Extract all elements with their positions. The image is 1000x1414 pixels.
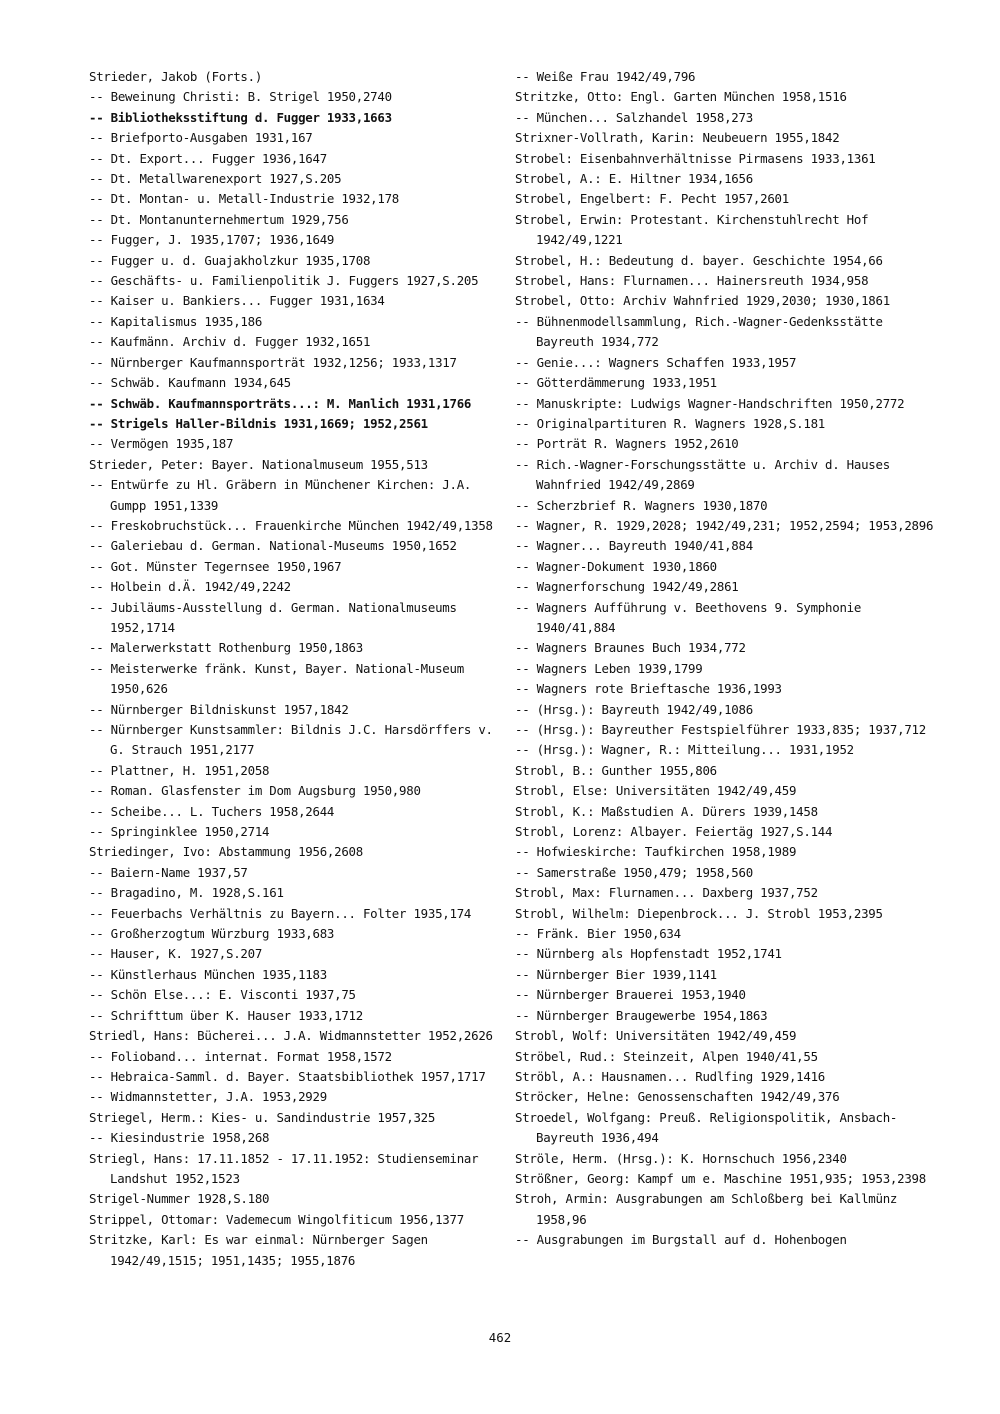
index-entry: Strobl, Lorenz: Albayer. Feiertäg 1927,S.144 <box>515 824 833 840</box>
index-entry: -- Wagners Leben 1939,1799 <box>515 660 703 676</box>
index-entry: -- Ausgrabungen im Burgstall auf d. Hohenbogen <box>515 1232 847 1248</box>
index-entry: -- Nürnberger Bier 1939,1141 <box>515 966 717 982</box>
index-entry: -- Bühnenmodellsammlung, Rich.-Wagner-Gedenksstätte Bayreuth 1934,772 <box>515 313 883 350</box>
index-entry: -- Widmannstetter, J.A. 1953,2929 <box>89 1089 327 1105</box>
left-column <box>89 67 504 1271</box>
index-entry: -- Holbein d.Ä. 1942/49,2242 <box>89 579 291 595</box>
index-entry: Ströbel, Rud.: Steinzeit, Alpen 1940/41,55 <box>515 1048 818 1064</box>
index-entry: Strobel, A.: E. Hiltner 1934,1656 <box>515 171 753 187</box>
index-entry: Strobl, B.: Gunther 1955,806 <box>515 762 717 778</box>
index-entry: -- Genie...: Wagners Schaffen 1933,1957 <box>515 354 797 370</box>
index-entry: -- Schwäb. Kaufmann 1934,645 <box>89 375 291 391</box>
index-entry: Striegel, Herm.: Kies- u. Sandindustrie 1957,325 <box>89 1109 436 1125</box>
index-entry: Striedl, Hans: Bücherei... J.A. Widmannstetter 1952,2626 <box>89 1028 493 1044</box>
index-entry: -- Dt. Montanunternehmertum 1929,756 <box>89 211 349 227</box>
index-entry: -- Briefporto-Ausgaben 1931,167 <box>89 130 313 146</box>
index-entry: Strobel, Otto: Archiv Wahnfried 1929,2030; 1930,1861 <box>515 293 890 309</box>
index-entry: -- Roman. Glasfenster im Dom Augsburg 1950,980 <box>89 783 421 799</box>
index-entry: Strobel, Hans: Flurnamen... Hainersreuth 1934,958 <box>515 273 869 289</box>
index-entry: -- Fugger u. d. Guajakholzkur 1935,1708 <box>89 252 371 268</box>
index-entry: -- Dt. Montan- u. Metall-Industrie 1932,178 <box>89 191 400 207</box>
index-entry: -- Schwäb. Kaufmannsporträts...: M. Manlich 1931,1766 <box>89 395 472 411</box>
index-entry: -- Scherzbrief R. Wagners 1930,1870 <box>515 497 768 513</box>
index-entry: -- Kapitalismus 1935,186 <box>89 313 263 329</box>
index-entry: Strobel: Eisenbahnverhältnisse Pirmasens 1933,1361 <box>515 150 876 166</box>
index-entry: -- Fränk. Bier 1950,634 <box>515 926 681 942</box>
index-entry: -- Schrifttum über K. Hauser 1933,1712 <box>89 1007 363 1023</box>
index-entry: Strobel, Erwin: Protestant. Kirchenstuhlrecht Hof 1942/49,1221 <box>515 211 869 248</box>
index-entry: Striegl, Hans: 17.11.1852 - 17.11.1952: Studienseminar Landshut 1952,1523 <box>89 1150 479 1186</box>
index-entry: -- (Hrsg.): Bayreuther Festspielführer 1933,835; 1937,712 <box>515 722 926 737</box>
index-entry: -- Springinklee 1950,2714 <box>89 824 270 840</box>
index-entry: Strobl, Else: Universitäten 1942/49,459 <box>515 783 797 799</box>
index-entry: -- Freskobruchstück... Frauenkirche München 1942/49,1358 <box>89 517 493 533</box>
index-entry: -- Künstlerhaus München 1935,1183 <box>89 966 327 982</box>
index-entry: -- Hebraica-Samml. d. Bayer. Staatsbibliothek 1957,1717 <box>89 1068 486 1084</box>
index-entry: -- Nürnberger Kaufmannsporträt 1932,1256; 1933,1317 <box>89 354 457 370</box>
index-entry: Strobel, H.: Bedeutung d. bayer. Geschichte 1954,66 <box>515 252 883 268</box>
index-entry: -- Wagners Braunes Buch 1934,772 <box>515 640 746 656</box>
index-entry: -- Got. Münster Tegernsee 1950,1967 <box>89 558 342 574</box>
index-entry: -- Feuerbachs Verhältnis zu Bayern... Folter 1935,174 <box>89 905 472 921</box>
index-entry: -- Weiße Frau 1942/49,796 <box>515 69 696 84</box>
index-entry: Strobl, K.: Maßstudien A. Dürers 1939,1458 <box>515 803 818 819</box>
index-entry: -- Wagnerforschung 1942/49,2861 <box>515 579 739 595</box>
index-entry: -- (Hrsg.): Wagner, R.: Mitteilung... 1931,1952 <box>515 742 854 758</box>
index-entry: Strobl, Max: Flurnamen... Daxberg 1937,752 <box>515 885 818 901</box>
index-entry: -- Vermögen 1935,187 <box>89 436 234 452</box>
index-entry: -- Hofwieskirche: Taufkirchen 1958,1989 <box>515 844 797 860</box>
index-entry: -- Bibliotheksstiftung d. Fugger 1933,1663 <box>89 109 392 125</box>
index-entry: -- Folioband... internat. Format 1958,1572 <box>89 1048 392 1064</box>
index-entry: -- Nürnberger Kunstsammler: Bildnis J.C. Harsdörffers v. G. Strauch 1951,2177 <box>89 722 493 758</box>
index-entry: -- Schön Else...: E. Visconti 1937,75 <box>89 987 356 1003</box>
right-column <box>515 67 935 1251</box>
index-entry: -- Götterdämmerung 1933,1951 <box>515 375 717 391</box>
index-entry: -- Plattner, H. 1951,2058 <box>89 762 270 778</box>
index-entry: -- Nürnberger Brauerei 1953,1940 <box>515 987 746 1003</box>
index-entry: Strobel, Engelbert: F. Pecht 1957,2601 <box>515 191 789 207</box>
index-entry: -- Dt. Export... Fugger 1936,1647 <box>89 150 327 166</box>
index-entry: -- Hauser, K. 1927,S.207 <box>89 946 263 962</box>
index-entry: Strobl, Wilhelm: Diepenbrock... J. Strobl 1953,2395 <box>515 905 883 921</box>
index-entry: -- Manuskripte: Ludwigs Wagner-Handschriften 1950,2772 <box>515 395 905 411</box>
index-entry: -- Strigels Haller-Bildnis 1931,1669; 1952,2561 <box>89 415 428 431</box>
index-entry: -- Baiern-Name 1937,57 <box>89 864 248 880</box>
index-entry: -- Galeriebau d. German. National-Museums 1950,1652 <box>89 538 457 554</box>
index-entry: -- Scheibe... L. Tuchers 1958,2644 <box>89 803 335 819</box>
index-entry: -- Fugger, J. 1935,1707; 1936,1649 <box>89 232 335 248</box>
index-entry: Striedinger, Ivo: Abstammung 1956,2608 <box>89 844 363 860</box>
index-entry: Ströcker, Helne: Genossenschaften 1942/49,376 <box>515 1089 840 1105</box>
index-entry: -- Malerwerkstatt Rothenburg 1950,1863 <box>89 640 363 656</box>
index-entry: -- Dt. Metallwarenexport 1927,S.205 <box>89 171 342 187</box>
index-entry: -- Samerstraße 1950,479; 1958,560 <box>515 864 753 880</box>
index-entry: Strippel, Ottomar: Vademecum Wingolfiticum 1956,1377 <box>89 1211 464 1227</box>
index-entry: -- Kiesindustrie 1958,268 <box>89 1130 270 1146</box>
index-entry: Ströle, Herm. (Hrsg.): K. Hornschuch 1956,2340 <box>515 1150 847 1166</box>
index-entry: -- (Hrsg.): Bayreuth 1942/49,1086 <box>515 701 753 717</box>
index-entry: -- Wagner, R. 1929,2028; 1942/49,231; 1952,2594; 1953,2896 <box>515 517 934 533</box>
index-entry: Strieder, Peter: Bayer. Nationalmuseum 1955,513 <box>89 456 428 472</box>
index-entry: -- München... Salzhandel 1958,273 <box>515 109 753 125</box>
index-entry: Stroh, Armin: Ausgrabungen am Schloßberg bei Kallmünz 1958,96 <box>515 1191 898 1227</box>
index-entry: Stritzke, Karl: Es war einmal: Nürnberger Sagen 1942/49,1515; 1951,1435; 1955,1876 <box>89 1232 428 1268</box>
index-entry: Strixner-Vollrath, Karin: Neubeuern 1955,1842 <box>515 130 840 146</box>
index-entry: Stroedel, Wolfgang: Preuß. Religionspolitik, Ansbach-Bayreuth 1936,494 <box>515 1109 898 1146</box>
index-entry: -- Nürnberger Braugewerbe 1954,1863 <box>515 1007 768 1023</box>
index-entry: -- Porträt R. Wagners 1952,2610 <box>515 436 739 452</box>
index-entry: Strieder, Jakob (Forts.) <box>89 69 263 84</box>
index-entry: -- Originalpartituren R. Wagners 1928,S.181 <box>515 415 826 431</box>
index-entry: Stritzke, Otto: Engl. Garten München 1958,1516 <box>515 89 847 105</box>
index-entry: -- Nürnberger Bildniskunst 1957,1842 <box>89 701 349 717</box>
index-entry: -- Großherzogtum Würzburg 1933,683 <box>89 926 335 942</box>
index-entry: -- Bragadino, M. 1928,S.161 <box>89 885 284 901</box>
index-entry: -- Meisterwerke fränk. Kunst, Bayer. National-Museum 1950,626 <box>89 660 464 697</box>
index-entry: Ströbl, A.: Hausnamen... Rudlfing 1929,1416 <box>515 1068 826 1084</box>
index-entry: -- Rich.-Wagner-Forschungsstätte u. Archiv d. Hauses Wahnfried 1942/49,2869 <box>515 456 890 493</box>
index-entry: -- Wagner-Dokument 1930,1860 <box>515 558 717 574</box>
index-entry: -- Wagners rote Brieftasche 1936,1993 <box>515 681 782 697</box>
index-entry: -- Nürnberg als Hopfenstadt 1952,1741 <box>515 946 782 962</box>
index-entry: Strößner, Georg: Kampf um e. Maschine 1951,935; 1953,2398 <box>515 1170 926 1186</box>
index-entry: -- Kaiser u. Bankiers... Fugger 1931,1634 <box>89 293 385 309</box>
index-entry: -- Jubiläums-Ausstellung d. German. Nationalmuseums 1952,1714 <box>89 599 457 635</box>
index-entry: -- Geschäfts- u. Familienpolitik J. Fuggers 1927,S.205 <box>89 273 479 289</box>
index-entry: -- Beweinung Christi: B. Strigel 1950,2740 <box>89 89 392 105</box>
index-entry: -- Wagners Aufführung v. Beethovens 9. Symphonie 1940/41,884 <box>515 599 862 635</box>
page-number: 462 <box>488 1330 512 1345</box>
index-entry: -- Wagner... Bayreuth 1940/41,884 <box>515 538 753 554</box>
index-entry: -- Entwürfe zu Hl. Gräbern in Münchener Kirchen: J.A. Gumpp 1951,1339 <box>89 477 472 513</box>
index-entry: Strigel-Nummer 1928,S.180 <box>89 1191 270 1207</box>
index-entry: Strobl, Wolf: Universitäten 1942/49,459 <box>515 1028 797 1044</box>
index-entry: -- Kaufmänn. Archiv d. Fugger 1932,1651 <box>89 334 371 350</box>
